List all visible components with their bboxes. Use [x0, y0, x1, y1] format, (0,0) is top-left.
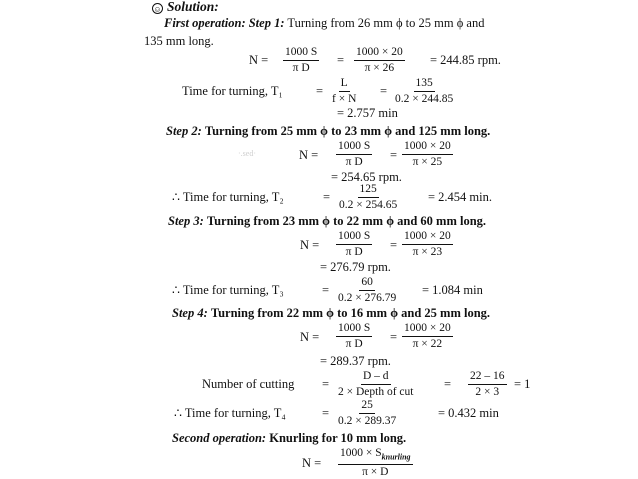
- s1-f1-num: 1000 S: [283, 46, 319, 61]
- s4-f3-num: D – d: [361, 370, 391, 385]
- s4-f4-num: 22 – 16: [468, 370, 507, 385]
- s2-f2-den: π × 25: [412, 156, 443, 168]
- second-op-f-num-sub: knurling: [381, 452, 411, 462]
- s4-fraction-1: [336, 322, 372, 351]
- s2-f1-den: π D: [345, 156, 363, 168]
- step2-label: Step 2:: [166, 124, 202, 138]
- s4-f1-den: π D: [345, 338, 363, 350]
- step4-label: Step 4:: [172, 306, 208, 320]
- s3-n-lhs: N =: [300, 238, 320, 252]
- s4-f2-num: 1000 × 20: [402, 322, 453, 337]
- s3-fraction-1: [336, 230, 372, 259]
- s4-cutting-eq2: =: [444, 377, 452, 391]
- s4-time-result: = 0.432 min: [438, 406, 499, 420]
- s4-f2-den: π × 22: [412, 338, 443, 350]
- s1-time-result: = 2.757 min: [337, 106, 398, 120]
- s4-fraction-4: [468, 370, 507, 399]
- s3-f1-den: π D: [345, 246, 363, 258]
- s1-fraction-3: [330, 77, 358, 106]
- s1-f1-den: π D: [292, 62, 310, 74]
- s4-fraction-2: [402, 322, 453, 351]
- second-op-f-den: π × D: [362, 466, 389, 479]
- s3-f3-num: 60: [359, 276, 375, 291]
- s3-f1-num: 1000 S: [336, 230, 372, 245]
- s1-f3-den: f × N: [332, 93, 357, 105]
- s4-cutting-eq1: =: [322, 377, 330, 391]
- s3-f2-num: 1000 × 20: [402, 230, 453, 245]
- first-operation-text: Turning from 26 mm ϕ to 25 mm ϕ and: [287, 16, 485, 30]
- scan-artifact: ·.sed·: [238, 149, 256, 158]
- first-operation-line: [164, 16, 484, 30]
- s1-eq: =: [337, 53, 345, 67]
- s4-result: = 289.37 rpm.: [320, 354, 391, 368]
- s1-f3-num: L: [339, 77, 350, 92]
- s2-fraction-1: [336, 140, 372, 169]
- s4-fraction-5: [336, 399, 398, 428]
- s4-cutting-label: Number of cutting: [202, 377, 295, 391]
- s4-cutting-result: = 1: [514, 377, 531, 391]
- s3-eq: =: [390, 238, 398, 252]
- s1-time-eq2: =: [380, 84, 388, 98]
- step2-text: Turning from 25 mm ϕ to 23 mm ϕ and 125 mm long.: [204, 124, 491, 138]
- second-operation-text: Knurling for 10 mm long.: [269, 431, 407, 445]
- s3-f2-den: π × 23: [412, 246, 443, 258]
- s2-f1-num: 1000 S: [336, 140, 372, 155]
- step4-line: [172, 306, 490, 320]
- s4-fraction-3: [336, 370, 415, 399]
- second-op-f-num-main: 1000 × S: [340, 447, 382, 459]
- smiley-icon: ☺: [153, 5, 162, 14]
- s1-n-lhs: N =: [249, 53, 269, 67]
- second-op-fraction: [338, 447, 413, 479]
- s2-fraction-3: [337, 183, 399, 212]
- s2-time-eq: =: [323, 190, 331, 204]
- step3-text: Turning from 23 mm ϕ to 22 mm ϕ and 60 mm long.: [206, 214, 487, 228]
- s1-result: = 244.85 rpm.: [430, 53, 501, 67]
- s4-eq: =: [390, 330, 398, 344]
- s2-result: = 254.65 rpm.: [331, 170, 402, 184]
- s3-time-result: = 1.084 min: [422, 283, 483, 297]
- s3-f3-den: 0.2 × 276.79: [338, 292, 397, 304]
- heading-text: Solution:: [167, 0, 219, 14]
- s4-f5-num: 25: [359, 399, 375, 414]
- second-operation-label: Second operation:: [172, 431, 267, 445]
- s3-fraction-3: [336, 276, 398, 305]
- s2-eq: =: [390, 148, 398, 162]
- second-op-n-lhs: N =: [302, 456, 322, 470]
- s1-fraction-4: [393, 77, 455, 106]
- s1-f4-den: 0.2 × 244.85: [395, 93, 454, 105]
- s3-fraction-2: [402, 230, 453, 259]
- s3-time-label: ∴ Time for turning, T₃: [172, 283, 284, 297]
- s2-time-label: ∴ Time for turning, T₂: [172, 190, 284, 204]
- first-operation-label: First operation: Step 1:: [164, 16, 285, 30]
- s2-f3-den: 0.2 × 254.65: [339, 199, 398, 211]
- step4-text: Turning from 22 mm ϕ to 16 mm ϕ and 25 mm long.: [210, 306, 491, 320]
- s1-f2-den: π × 26: [364, 62, 395, 74]
- s1-fraction-2: [354, 46, 405, 75]
- s4-f1-num: 1000 S: [336, 322, 372, 337]
- step3-line: [168, 214, 486, 228]
- s2-n-lhs: N =: [299, 148, 319, 162]
- second-op-f-num: [338, 447, 413, 465]
- s4-f5-den: 0.2 × 289.37: [338, 415, 397, 427]
- s4-f4-den: 2 × 3: [475, 386, 500, 398]
- s1-fraction-1: [283, 46, 319, 75]
- s4-n-lhs: N =: [300, 330, 320, 344]
- s4-time-eq: =: [322, 406, 330, 420]
- first-operation-cont: 135 mm long.: [144, 34, 214, 48]
- s1-f2-num: 1000 × 20: [354, 46, 405, 61]
- s4-f3-den: 2 × Depth of cut: [338, 386, 414, 398]
- step2-line: [166, 124, 490, 138]
- second-operation-line: [172, 431, 406, 445]
- s3-result: = 276.79 rpm.: [320, 260, 391, 274]
- s3-time-eq: =: [322, 283, 330, 297]
- s4-time-label: ∴ Time for turning, T₄: [174, 406, 286, 420]
- s2-fraction-2: [402, 140, 453, 169]
- s2-time-result: = 2.454 min.: [428, 190, 492, 204]
- solution-heading: [152, 0, 219, 14]
- s2-f3-num: 125: [358, 183, 379, 198]
- step3-label: Step 3:: [168, 214, 204, 228]
- s1-time-eq1: =: [316, 84, 324, 98]
- s1-f4-num: 135: [414, 77, 435, 92]
- s2-f2-num: 1000 × 20: [402, 140, 453, 155]
- s1-time-label: Time for turning, T₁: [182, 84, 283, 98]
